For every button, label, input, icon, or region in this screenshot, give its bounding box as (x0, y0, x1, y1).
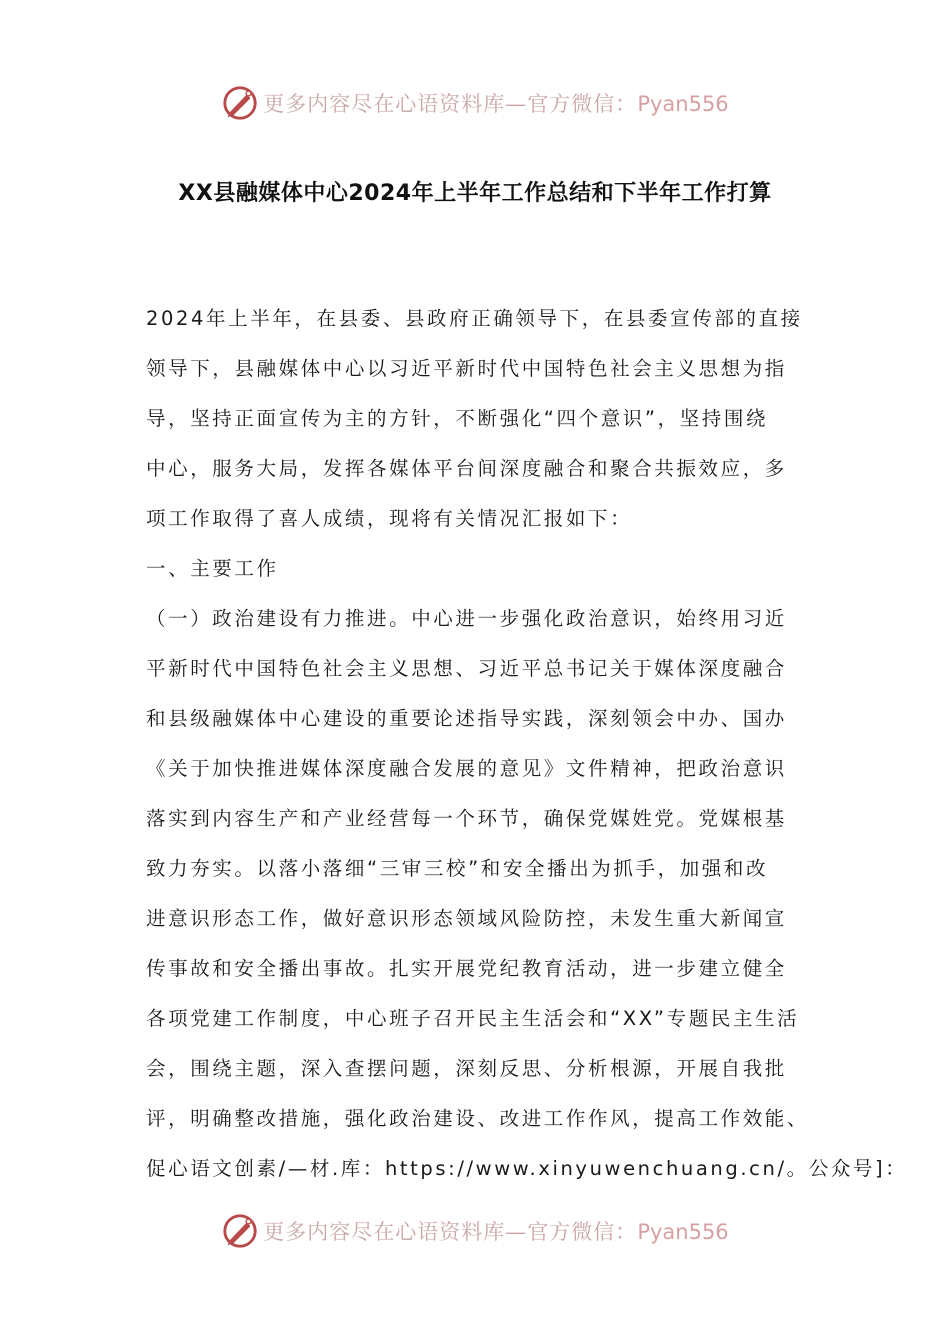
body-line: 进意识形态工作，做好意识形态领域风险防控，未发生重大新闻宣 (146, 907, 787, 930)
body-line: 2024年上半年，在县委、县政府正确领导下，在县委宣传部的直接 (146, 307, 803, 330)
body-line: 《关于加快推进媒体深度融合发展的意见》文件精神，把政治意识 (146, 757, 787, 780)
pen-logo-icon (221, 84, 259, 122)
body-line: 促心语文创素/—材.库：https://www.xinyuwenchuang.cn/。公众号]： (146, 1157, 908, 1180)
section-heading: 一、主要工作 (146, 557, 279, 580)
footer-banner-account: Pyan556 (637, 1220, 729, 1244)
footer-banner-text: 更多内容尽在心语资料库—官方微信：Pyan556 (263, 1220, 729, 1244)
body-line: 项工作取得了喜人成绩，现将有关情况汇报如下： (146, 507, 633, 530)
document-title: XX县融媒体中心2024年上半年工作总结和下半年工作打算 (178, 181, 772, 206)
header-banner-account: Pyan556 (637, 92, 729, 116)
body-line: 致力夯实。以落小落细“三审三校”和安全播出为抓手，加强和改 (146, 857, 769, 880)
body-line: 和县级融媒体中心建设的重要论述指导实践，深刻领会中办、国办 (146, 707, 787, 730)
body-line: 落实到内容生产和产业经营每一个环节，确保党媒姓党。党媒根基 (146, 807, 787, 830)
body-line: 领导下，县融媒体中心以习近平新时代中国特色社会主义思想为指 (146, 357, 787, 380)
body-line: 中心，服务大局，发挥各媒体平台间深度融合和聚合共振效应，多 (146, 457, 787, 480)
body-line: （一）政治建设有力推进。中心进一步强化政治意识，始终用习近 (146, 607, 787, 630)
document-body (146, 294, 908, 1194)
body-line: 各项党建工作制度，中心班子召开民主生活会和“XX”专题民主生活 (146, 1007, 800, 1030)
body-line: 评，明确整改措施，强化政治建设、改进工作作风，提高工作效能、 (146, 1107, 810, 1130)
body-line: 会，围绕主题，深入查摆问题，深刻反思、分析根源，开展自我批 (146, 1057, 787, 1080)
body-line: 传事故和安全播出事故。扎实开展党纪教育活动，进一步建立健全 (146, 957, 787, 980)
pen-logo-icon (221, 1212, 259, 1250)
header-watermark-banner (0, 80, 950, 126)
body-line: 导，坚持正面宣传为主的方针，不断强化“四个意识”，坚持围绕 (146, 407, 769, 430)
footer-watermark-banner (0, 1208, 950, 1254)
body-line: 平新时代中国特色社会主义思想、习近平总书记关于媒体深度融合 (146, 657, 787, 680)
header-banner-text: 更多内容尽在心语资料库—官方微信：Pyan556 (263, 92, 729, 116)
